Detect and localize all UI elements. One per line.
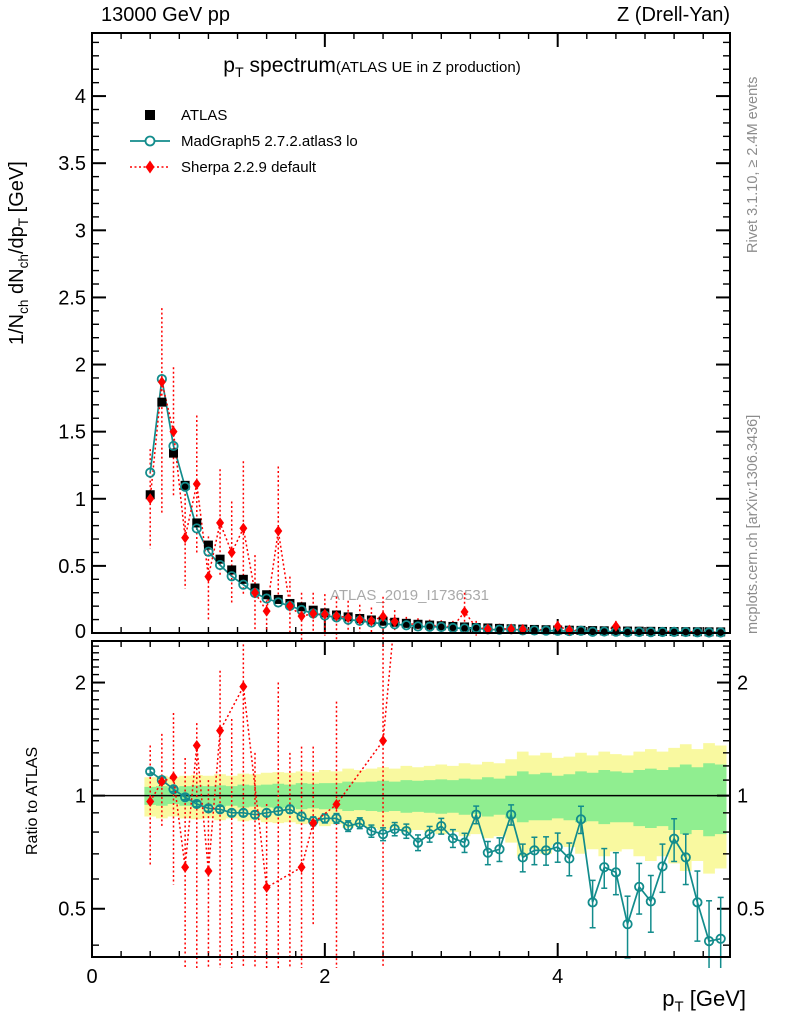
svg-text:0.5: 0.5 xyxy=(58,898,86,921)
svg-text:1: 1 xyxy=(74,785,86,808)
madgraph-markers xyxy=(146,375,725,637)
beam-header: 13000 GeV pp xyxy=(101,4,230,26)
legend-label: Sherpa 2.2.9 default xyxy=(181,158,317,176)
rivet-version-note: Rivet 3.1.10, ≥ 2.4M events xyxy=(745,76,761,253)
madgraph-line xyxy=(150,379,721,633)
sherpa-ratio-line xyxy=(150,616,395,887)
svg-text:2.5: 2.5 xyxy=(58,287,86,310)
mcplots-arxiv-note: mcplots.cern.ch [arXiv:1306.3436] xyxy=(745,414,761,634)
svg-text:3: 3 xyxy=(74,220,86,243)
y-axis-title-main: $1/N_{ch}$ $dN_{ch}/dp_T$ [GeV] xyxy=(6,161,31,345)
svg-text:2: 2 xyxy=(737,672,749,695)
sherpa-error-bars xyxy=(150,308,720,640)
svg-text:4: 4 xyxy=(74,86,86,109)
plot-title-paren: (ATLAS UE in Z production) xyxy=(335,59,521,76)
ratio-uncertainty-bands xyxy=(92,743,730,874)
svg-text:0: 0 xyxy=(86,966,98,988)
svg-text:1: 1 xyxy=(74,488,86,511)
main-panel-frame xyxy=(92,33,730,633)
atlas-markers xyxy=(146,398,725,637)
main-panel-data xyxy=(146,308,725,640)
svg-text:2: 2 xyxy=(74,354,86,377)
analysis-id-watermark: ATLAS_2019_I1736531 xyxy=(330,587,490,604)
legend-label: MadGraph5 2.7.2.atlas3 lo xyxy=(181,132,358,150)
svg-text:4: 4 xyxy=(552,966,564,988)
svg-text:1.5: 1.5 xyxy=(58,421,86,444)
x-axis-title: $p_T$ [GeV] xyxy=(662,986,746,1016)
svg-text:1: 1 xyxy=(737,785,749,808)
sherpa-ratio-markers xyxy=(146,611,398,893)
plot-title-main: $p_T$ spectrum xyxy=(223,54,336,82)
svg-text:0: 0 xyxy=(74,621,86,643)
svg-text:0.5: 0.5 xyxy=(737,898,765,921)
legend-label: ATLAS xyxy=(181,106,228,124)
sherpa-line xyxy=(150,382,721,632)
y-axis-title-ratio: Ratio to ATLAS xyxy=(24,746,41,855)
svg-text:2: 2 xyxy=(319,966,331,988)
svg-text:0.5: 0.5 xyxy=(58,555,86,578)
svg-text:2: 2 xyxy=(74,672,86,695)
svg-text:3.5: 3.5 xyxy=(58,153,86,176)
process-header: Z (Drell-Yan) xyxy=(617,4,730,26)
